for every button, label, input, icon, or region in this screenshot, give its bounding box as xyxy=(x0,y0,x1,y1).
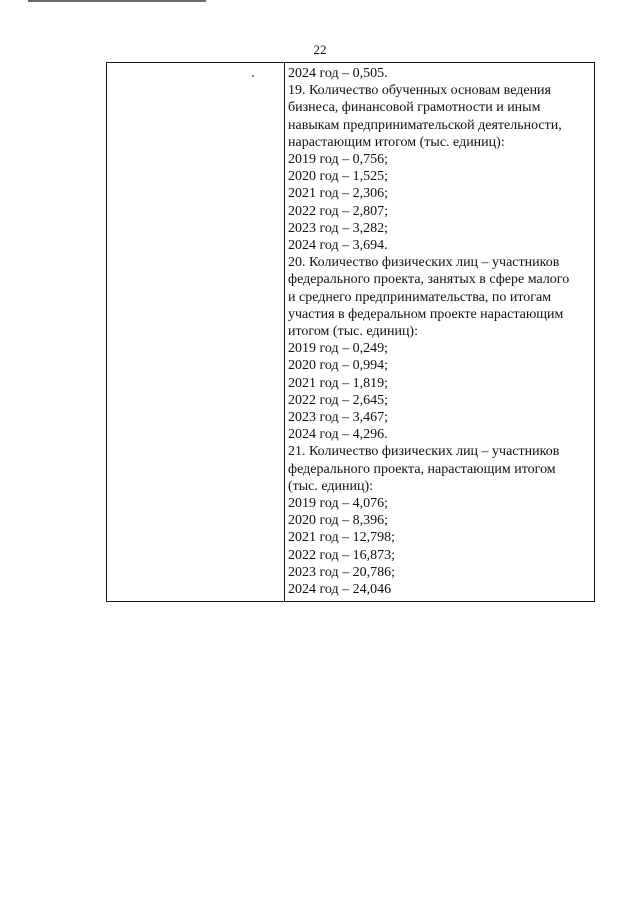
text-line: федерального проекта, нарастающим итогом xyxy=(288,461,556,477)
text-line: 2023 год – 3,282; xyxy=(288,220,389,236)
text-line: 2019 год – 0,249; xyxy=(288,341,389,357)
text-line: 19. Количество обученных основам ведения xyxy=(288,83,551,99)
text-line: 2020 год – 1,525; xyxy=(288,169,389,185)
text-line: 21. Количество физических лиц – участников xyxy=(288,444,560,460)
text-line: 2024 год – 0,505. xyxy=(288,66,388,81)
text-line: 2022 год – 2,807; xyxy=(288,203,389,219)
text-line: 2024 год – 24,046 xyxy=(288,582,392,598)
table-left-cell xyxy=(107,63,285,601)
scan-edge-mark xyxy=(28,0,206,2)
text-line: 2024 год – 4,296. xyxy=(288,427,388,443)
text-line: навыкам предпринимательской деятельности, xyxy=(288,117,562,133)
text-line: 2019 год – 4,076; xyxy=(288,496,389,512)
text-line: нарастающим итогом (тыс. единиц): xyxy=(288,134,505,150)
indicator-table xyxy=(106,62,595,602)
text-line: 2019 год – 0,756; xyxy=(288,152,389,168)
text-line: 2022 год – 2,645; xyxy=(288,392,389,408)
text-line: 2022 год – 16,873; xyxy=(288,547,396,563)
table-right-cell xyxy=(285,63,594,601)
text-line: 2021 год – 1,819; xyxy=(288,375,389,391)
text-line: 2023 год – 3,467; xyxy=(288,410,389,426)
text-line: 2023 год – 20,786; xyxy=(288,564,396,580)
text-line: (тыс. единиц): xyxy=(288,478,374,494)
scan-speck xyxy=(252,75,254,77)
page-number: 22 xyxy=(313,42,327,57)
text-line: 2021 год – 12,798; xyxy=(288,530,396,546)
text-line: бизнеса, финансовой грамотности и иным xyxy=(288,100,541,116)
text-line: 2020 год – 0,994; xyxy=(288,358,389,374)
text-line: 2024 год – 3,694. xyxy=(288,238,388,254)
text-line: и среднего предпринимательства, по итогам xyxy=(288,289,552,305)
text-line: 20. Количество физических лиц – участников xyxy=(288,255,560,271)
text-line: 2021 год – 2,306; xyxy=(288,186,389,202)
text-line: итогом (тыс. единиц): xyxy=(288,324,418,340)
text-line: 2020 год – 8,396; xyxy=(288,513,389,529)
text-line: федерального проекта, занятых в сфере малого xyxy=(288,272,570,288)
text-line: участия в федеральном проекте нарастающим xyxy=(288,306,564,322)
